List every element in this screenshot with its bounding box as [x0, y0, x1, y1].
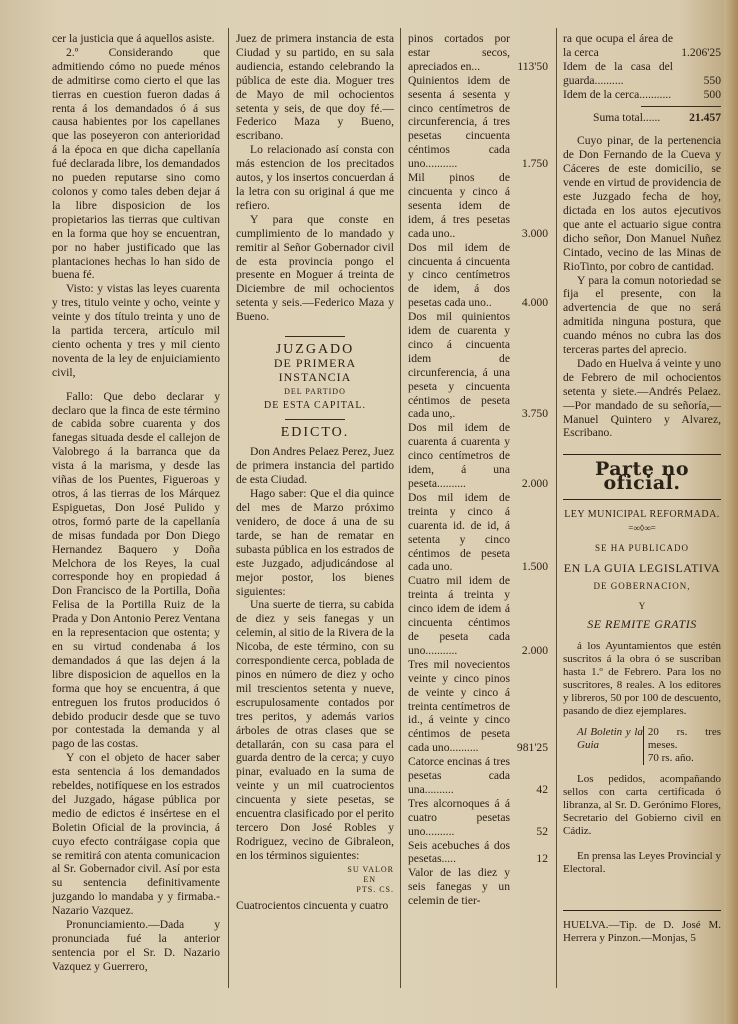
valuation-row — [563, 88, 721, 102]
page-edge — [724, 0, 738, 1024]
column-1 — [52, 32, 220, 974]
y-label: Y — [638, 600, 646, 611]
column-rule — [228, 28, 229, 988]
item-text: Seis acebuches á dos pesetas..... — [408, 838, 510, 866]
item-value: 113'50 — [517, 59, 548, 73]
item-value: 42 — [536, 782, 548, 796]
item-text: Dos mil idem de cincuenta á cincuenta y cinco centímetros de idem, á dos pesetas cada uno.. — [408, 240, 510, 310]
divider — [563, 454, 721, 455]
paragraph: Los pedidos, acompañando sellos con carta certificada ó libranza, al Sr. D. Gerónimo Flores, Secretario del Gobierno civil en Cádiz. — [563, 772, 721, 837]
price-label: Al Boletin y la Guia — [577, 725, 643, 751]
item-text: Dos mil quinientos idem de cuarenta y cinco á cincuenta idem de circunferencia, á una peseta y cincuenta céntimos de peseta cada uno,. — [408, 310, 510, 421]
divider — [285, 336, 345, 337]
valuation-item — [408, 866, 548, 908]
valuation-row — [563, 60, 721, 88]
valuation-item — [408, 171, 548, 241]
item-text: Cuatro mil idem de treinta á treinta y cinco idem de idem á cincuenta céntimos de peseta cada uno........... — [408, 574, 510, 657]
section-subheading: DEL PARTIDO — [284, 386, 346, 396]
item-value: 981'25 — [516, 741, 548, 755]
valor-label: SU VALOR — [347, 864, 394, 874]
price-value: 70 rs. año. — [647, 751, 694, 764]
item-text: Dos mil idem de treinta y cinco á cuarenta id. de id, á setenta y cinco céntimos de peseta cada uno. — [408, 490, 510, 574]
item-text: Mil pinos de cincuenta y cinco á sesenta idem de idem, á tres pesetas cada uno.. — [408, 171, 510, 240]
paragraph: Juez de primera instancia de esta Ciudad y su partido, en su sala audiencia, estando celebrando la pública de este dia. Moguer tres de Mayo de mil ochocientos setenta y seis, de que doy fé.—Federico Maza y Bueno, escribano. — [236, 32, 394, 143]
total-label: Suma total...... — [593, 110, 661, 124]
paragraph: Y con el objeto de hacer saber esta sentencia á los demandados rebeldes, notifíquese en los estrados del Juzgado, hágase pública por medio de edictos é insértese en el Boletin Oficial de la provincia, á cuyo efecto contráigase copia que se remitirá con atenta comunicacion al Sr. Gobernador civil. Así por esta su sentencia definitivamente juzgando lo mandaba y y firmaba.-Nazario Vazquez. — [52, 751, 220, 918]
price-value: 20 rs. tres meses. — [647, 725, 721, 751]
paragraph: En prensa las Leyes Provincial y Electoral. — [563, 849, 721, 875]
paragraph: Cuyo pinar, de la pertenencia de Don Fernando de la Cueva y Cáceres de este domicilio, se vende en virtud de providencia de este Juzgado fecha de hoy, dictada en los autos ejecutivos que ante el actuario sigue contra dicho señor, Don Manuel Nuñez Cintado, vecino de las Minas de RioTinto, por cobro de cantidad. — [563, 134, 721, 273]
paragraph: 2.º Considerando que admitiendo cómo no puede ménos de admitirse como cierto el que las tierras en cuestion fueron dadas á renta á los demandados ó á sus causa habientes por los capellanes que las poseyeron con anterioridad á la época en que dicha capellanía fué declarada libre, los demandados no pueden reputarse sino como colonos y como tales deben dejar á la libre disposicion de los propietarios las tierras que cultivan en la forma que hoy se encuentran, por no haber justificado que las plantaciones hechas lo han sido de buena fé. — [52, 45, 220, 282]
valuation-item — [408, 658, 548, 755]
item-text: Tres alcornoques á á cuatro pesetas uno.......... — [408, 796, 510, 838]
valor-label: PTS. CS. — [356, 884, 394, 894]
row-value: 550 — [703, 73, 721, 87]
item-value: 4.000 — [521, 296, 548, 310]
remite-heading: SE REMITE GRATIS — [587, 616, 697, 631]
paragraph: Una suerte de tierra, su cabida de diez y seis fanegas y un celemin, al sitio de la Rivera de la Nicoba, de este término, con su correspondiente cerca, poblada de pinos en número de diez y ocho mil trescientos setenta y nueve, escrupulosamente contados por tres peritos, y además varios árboles de otras clases que se detallarán, con su casa para el guarda dentro de la cerca; y cuyo pinar, evaluado en la suma de veinte y un mil cuatrocientos cincuenta y siete pesetas, se encuentra clasificado por el perito tercero Don José Robles y Rodriguez, vecino de Gibraleon, en los términos siguientes: — [236, 598, 394, 862]
paragraph: Visto: y vistas las leyes cuarenta y tres, titulo veinte y ocho, veinte y veinte y dos título treinta y uno de la partida tercera, artículo mil ciento ochenta y tres y mil ciento noventa de la ley de enjuiciamiento civil, — [52, 282, 220, 379]
paragraph: Lo relacionado así consta con más estencion de los precitados autos, y los insertos concuerdan á la letra con su original á que me refiero. — [236, 143, 394, 212]
row-text: Idem de la casa del guarda.......... — [563, 59, 673, 87]
valuation-item — [408, 310, 548, 421]
paragraph: Hago saber: Que el dia quince del mes de Marzo próximo venidero, de doce á una de su tarde, se han de rematar en subasta pública en los estrados de este Juzgado, adjudicándose al mejor postor, los bienes siguientes: — [236, 487, 394, 598]
row-text: Idem de la cerca........... — [563, 87, 672, 101]
valuation-item — [408, 797, 548, 839]
total-value: 21.457 — [689, 110, 721, 124]
item-text: Valor de las diez y seis fanegas y un celemin de tier- — [408, 866, 510, 908]
valuation-item — [408, 755, 548, 797]
valor-header — [236, 865, 394, 895]
column-4 — [563, 32, 721, 945]
ley-heading: LEY MUNICIPAL REFORMADA. — [564, 509, 720, 521]
paragraph: Cuatrocientos cincuenta y cuatro — [236, 898, 389, 912]
item-value: 1.750 — [521, 157, 548, 171]
item-text: Tres mil novecientos veinte y cinco pinos de veinte y cinco á treinta centímetros de id., á veinte y cinco céntimos de peseta cada uno.......... — [408, 657, 510, 755]
valuation-item — [408, 839, 548, 867]
item-text: Dos mil idem de cuarenta á cuarenta y cinco centímetros de idem, á una peseta.......... — [408, 421, 510, 490]
imprint: HUELVA.—Tip. de D. José M. Herrera y Pinzon.—Monjas, 5 — [563, 918, 721, 944]
section-subheading: DE PRIMERA INSTANCIA — [273, 355, 357, 384]
paragraph: á los Ayuntamientos que estén suscritos á la obra ó se suscriban hasta 1.º de Febrero. Para los no suscritores, 8 reales. A los editores y libreros, 50 por 100 de descuento, pasando de diez ejemplares. — [563, 639, 721, 717]
price-block — [563, 726, 721, 765]
paragraph: Don Andres Pelaez Perez, Juez de primera instancia del partido de esta Ciudad. — [236, 445, 394, 487]
divider — [563, 910, 721, 911]
ornament: =∞◊∞= — [628, 523, 656, 534]
section-heading: JUZGADO — [275, 342, 355, 358]
item-value: 3.000 — [521, 226, 548, 240]
item-value: 3.750 — [521, 407, 548, 421]
item-text: Quinientos idem de sesenta á sesenta y cinco centímetros de circunferencia, á tres pesetas cincuenta céntimos cada uno........... — [408, 73, 510, 171]
item-value: 2.000 — [521, 643, 548, 657]
valuation-item — [408, 241, 548, 311]
item-text: pinos cortados por estar secos, apreciados en... — [408, 32, 510, 73]
item-value: 12 — [536, 852, 548, 866]
section-subheading: DE ESTA CAPITAL. — [264, 399, 366, 411]
row-value: 500 — [703, 87, 721, 101]
guia-heading: EN LA GUIA LEGISLATIVA — [563, 560, 721, 575]
valor-label: EN — [363, 874, 376, 884]
publicado-label: SE HA PUBLICADO — [594, 543, 689, 553]
item-value: 2.000 — [521, 477, 548, 490]
item-value: 1.500 — [521, 560, 548, 574]
divider — [285, 419, 345, 420]
paragraph: Pronunciamiento.—Dada y pronunciada fué la anterior sentencia por el Sr. D. Nazario Vazquez y Guerrero, — [52, 918, 220, 973]
fallo-paragraph: Fallo: Que debo declarar y declaro que la finca de este término de cabida sobre cuarenta y dos fanegas situada desde el callejon de Valobrego á la barranca que da vista á la marisma, y desde las viñas de los Puentes, Figueroas y otros, á las tierras de los Márquez Espiguetas, Don José Pulido y otros, formó parte de la capellanía de misas fundada por Don Diego Hernandez Baquero y Doña Melchora de los Reyes, la cual corresponde hoy en propiedad á Don Francisco de la Portilla, Doña Felisa de la Portilla Ruiz de la Prada y Don Antonio Perez Ventana en la representacion que ostenta; y en su virtud condenaba á los demandados á que las dejen á la libre disposicion de aquellos en la forma que hoy se encuentra, á que entreguen los frutos producidos ó debido producir desde que se tuvo por contestada la demanda y al pago de las costas. — [52, 389, 220, 751]
edicto-heading: EDICTO. — [280, 424, 350, 440]
divider — [563, 499, 721, 500]
valuation-item — [408, 74, 548, 171]
column-3 — [408, 32, 548, 908]
item-text: Catorce encinas á tres pesetas cada una.......... — [408, 755, 510, 796]
divider — [641, 106, 721, 107]
paragraph: Y para que conste en cumplimiento de lo mandado y remitir al Señor Gobernador civil de esta provincia pongo el presente en Moguer á treinta de Diciembre de mil ochocientos setenta y seis.—Federico Maza y Bueno. — [236, 212, 394, 324]
column-2 — [236, 32, 394, 913]
valuation-item — [408, 574, 548, 657]
parte-no-oficial-heading: Parte no oficial. — [594, 458, 690, 495]
valuation-item — [408, 32, 548, 74]
column-rule — [556, 28, 557, 988]
row-text: ra que ocupa el área de la cerca — [563, 32, 673, 59]
column-rule — [400, 28, 401, 988]
valuation-item — [408, 421, 548, 491]
paragraph: cer la justicia que á aquellos asiste. — [52, 32, 215, 45]
valuation-row — [563, 32, 721, 60]
paragraph: Dado en Huelva á veinte y uno de Febrero de mil ochocientos setenta y siete.—Andrés Pelaez.—Por mandado de su señoría,—Manuel Quintero y Alvarez, Escribano. — [563, 356, 721, 440]
item-value: 52 — [536, 824, 548, 838]
total-row — [563, 111, 721, 125]
price-values — [643, 726, 721, 765]
valuation-item — [408, 491, 548, 574]
gobernacion-label: DE GOBERNACION, — [593, 580, 691, 591]
paragraph: Y para la comun notoriedad se fija el presente, con la advertencia de que no será admitida ninguna postura, que cuando ménos no cubra las dos terceras partes del aprecio. — [563, 273, 721, 357]
row-value: 1.206'25 — [681, 45, 721, 59]
